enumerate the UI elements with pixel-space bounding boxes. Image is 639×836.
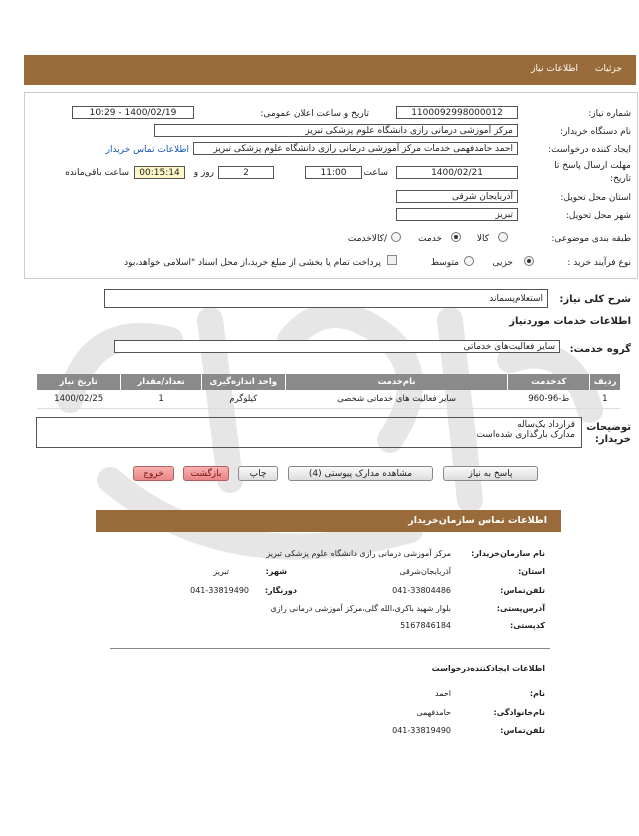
nav-details[interactable]: جزئیات [595, 64, 622, 74]
contact-divider [110, 648, 550, 649]
attachments-button[interactable]: مشاهده مدارک پیوستی (4) [288, 466, 433, 481]
cat-service-radio[interactable] [451, 232, 461, 242]
buyer-contact-link[interactable]: اطلاعات تماس خریدار [105, 145, 189, 155]
contact-fax-value: 041-33819490 [190, 586, 249, 595]
buyer-org-label: نام دستگاه خریدار: [560, 127, 631, 137]
contact-phone-label: تلفن‌تماس: [500, 586, 545, 595]
city-field: تبریز [396, 208, 518, 221]
cat-goods-radio[interactable] [498, 232, 508, 242]
contact-title: اطلاعات تماس سازمان‌خریدار [408, 515, 547, 526]
contact-fax-label: دورنگار: [264, 586, 297, 595]
cell-qty: 1 [121, 390, 201, 409]
notes-box [36, 417, 582, 448]
contact-postal-value: 5167846184 [400, 621, 451, 630]
proc-medium-label: متوسط [430, 258, 459, 268]
contact-phone-value: 041-33804486 [392, 586, 451, 595]
summary-label: شرح کلی نیاز: [559, 294, 631, 305]
cell-unit: کیلوگرم [201, 390, 285, 409]
creator-field: احمد حامدفهمی خدمات مرکز آموزشی درمانی رازی دانشگاه علوم پزشکی تبریز [193, 142, 518, 155]
nav-need-info[interactable]: اطلاعات نیاز [531, 64, 578, 74]
contact-address-value: بلوار شهید باکری،الله گلی،مرکز آموزشی درمانی رازی [270, 604, 451, 613]
need-number-label: شماره نیاز: [588, 109, 631, 119]
th-code: کدخدمت [508, 374, 590, 390]
service-group-label: گروه خدمت: [569, 344, 631, 355]
category-label: طبقه بندی موضوعی: [551, 234, 631, 244]
city-label: شهر محل تحویل: [565, 211, 631, 221]
contact-postal-label: کدپستی: [510, 621, 545, 630]
notes-line-1: قرارداد یک‌ساله [517, 420, 575, 430]
service-group-field: سایر فعالیت‌های خدماتی [114, 340, 560, 353]
contact-province-value: آذربایجان‌شرقی [399, 567, 451, 576]
deadline-time-field: 11:00 [305, 166, 362, 179]
cat-service-label: خدمت [418, 234, 442, 244]
contact-org-value: مرکز آموزشی درمانی رازی دانشگاه علوم پزشکی تبریز [266, 549, 451, 558]
back-button[interactable]: بازگشت [183, 466, 229, 481]
remaining-field: 00:15:14 [134, 166, 185, 179]
proc-medium-radio[interactable] [464, 256, 474, 266]
notes-line-2: مدارک بارگذاری شده‌است [476, 430, 575, 440]
notes-label: توضیحات خریدار: [586, 422, 631, 445]
days-field: 2 [218, 166, 274, 179]
table-header-row [37, 374, 621, 390]
cell-date: 1400/02/25 [37, 390, 121, 409]
process-label: نوع فرآیند خرید : [567, 258, 631, 268]
th-index: ردیف [590, 374, 620, 390]
province-field: آذربایجان شرقی [396, 190, 518, 203]
payment-checkbox[interactable] [387, 255, 397, 265]
services-title: اطلاعات خدمات مورد‌نیاز [509, 316, 631, 327]
cat-both-label: /کالاخدمت [347, 234, 387, 244]
buyer-org-field: مرکز آموزشی درمانی رازی دانشگاه علوم پزشکی تبریز [154, 124, 518, 137]
contact-city-label: شهر: [265, 567, 287, 576]
top-nav-bar [24, 55, 636, 85]
creator-phone-value: 041-33819490 [392, 726, 451, 735]
table-row[interactable] [37, 390, 621, 409]
creator-info-title: اطلاعات ایجادکننده‌درخواست [431, 664, 545, 673]
exit-button[interactable]: خروج [133, 466, 174, 481]
province-label: استان محل تحویل: [560, 193, 631, 203]
payment-note: پرداخت تمام یا بخشی از مبلغ خرید،از محل اسناد "اسلامی خواهد،بود [124, 258, 381, 268]
proc-partial-label: جزیی [492, 258, 513, 268]
deadline-time-label: ساعت [363, 168, 388, 178]
announce-label: تاریخ و ساعت اعلان عمومی: [260, 109, 369, 119]
th-name: نام‌خدمت [285, 374, 508, 390]
remaining-label: ساعت باقی‌مانده [65, 168, 129, 178]
deadline-label: مهلت ارسال پاسخ تا تاریخ: [554, 161, 631, 184]
proc-partial-radio[interactable] [524, 256, 534, 266]
creator-name-label: نام: [529, 689, 545, 698]
cat-both-radio[interactable] [391, 232, 401, 242]
services-table [36, 374, 620, 409]
reply-button[interactable]: پاسخ به نیاز [443, 466, 538, 481]
cell-index: 1 [590, 390, 620, 409]
creator-family-value: حامدفهمی [416, 708, 451, 717]
th-qty: تعداد/مقدار [121, 374, 201, 390]
creator-name-value: احمد [435, 689, 451, 698]
deadline-date-field: 1400/02/21 [396, 166, 518, 179]
summary-field: استعلام‌پسماند [104, 289, 548, 308]
th-unit: واحد اندازه‌گیری [201, 374, 285, 390]
cat-goods-label: کالا [476, 234, 489, 244]
cell-name: سایر فعالیت های خدماتی شخصی [285, 390, 508, 409]
creator-family-label: نام‌خانوادگی: [493, 708, 545, 717]
cell-code: ط-96-960 [508, 390, 590, 409]
need-number-field: 1100092998000012 [396, 106, 518, 119]
contact-city-value: تبریز [213, 567, 229, 576]
contact-province-label: استان: [518, 567, 545, 576]
contact-header-bar [96, 510, 561, 532]
creator-label: ایجاد کننده درخواست: [548, 145, 631, 155]
print-button[interactable]: چاپ [238, 466, 278, 481]
contact-org-label: نام سازمان‌خریدار: [471, 549, 545, 558]
th-date: تاریخ نیاز [37, 374, 121, 390]
days-label: روز و [193, 168, 214, 178]
announce-field: 1400/02/19 - 10:29 [72, 106, 194, 119]
contact-address-label: آدرس‌پستی: [496, 604, 545, 613]
creator-phone-label: تلفن‌تماس: [500, 726, 545, 735]
